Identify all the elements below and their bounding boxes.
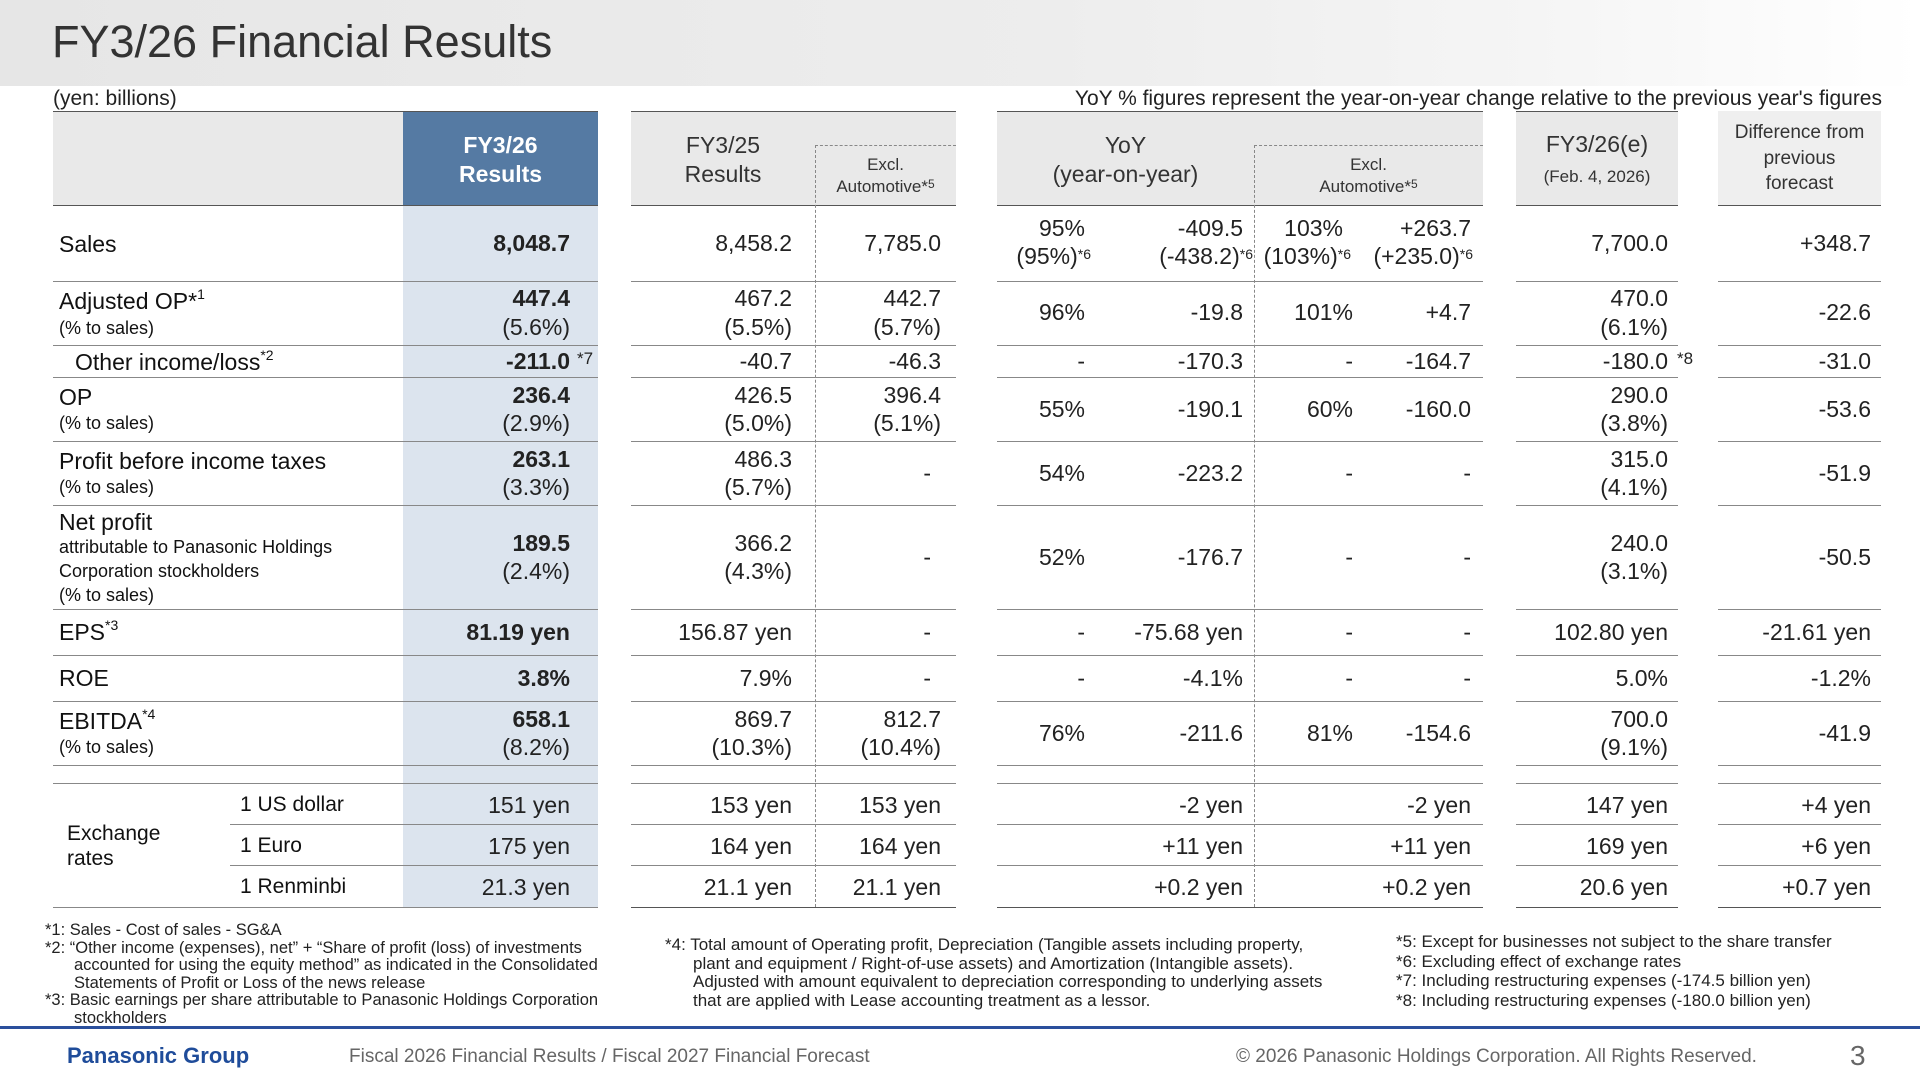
yoy-excl-amt-roe: - bbox=[1463, 665, 1471, 691]
page-title: FY3/26 Financial Results bbox=[52, 16, 553, 67]
diff-usd: +4 yen bbox=[1801, 792, 1871, 818]
forecast-op: 290.0 bbox=[1610, 382, 1668, 408]
yoy-excl-pct-sales-fx: $(103\%)^{*6}$ bbox=[1263, 243, 1351, 269]
fy26-sales: 8,048.7 bbox=[493, 230, 570, 256]
footnote-2a: *2: “Other income (expenses), net” + “Share of profit (loss) of investments bbox=[45, 938, 582, 957]
fy25-header-l1: FY3/25 bbox=[685, 132, 761, 158]
fy26-aop-pct: (5.6%) bbox=[502, 314, 570, 340]
excl-pbt: - bbox=[923, 460, 931, 486]
forecast-rmb: 20.6 yen bbox=[1579, 874, 1668, 900]
fy25-np: 366.2 bbox=[734, 530, 792, 556]
diff-aop: -22.6 bbox=[1818, 299, 1871, 325]
forecast-aop: 470.0 bbox=[1610, 285, 1668, 311]
diff-eur: +6 yen bbox=[1801, 833, 1871, 859]
page-number: 3 bbox=[1850, 1040, 1866, 1071]
footnote-4d: that are applied with Lease accounting treatment as a lessor. bbox=[693, 990, 1151, 1010]
fy25-header-l2: Results bbox=[684, 161, 762, 187]
table-block-forecast bbox=[1516, 111, 1694, 909]
yoy-excl-amt-sales-fx: $(+235.0)^{*6}$ bbox=[1373, 243, 1473, 269]
forecast-np: 240.0 bbox=[1610, 530, 1668, 556]
yoy-excl-pct-roe: - bbox=[1345, 665, 1353, 691]
fx-usd-label: 1 US dollar bbox=[240, 793, 344, 816]
yoy-excl-amt-sales: +263.7 bbox=[1400, 215, 1471, 241]
diff-rmb: +0.7 yen bbox=[1782, 874, 1871, 900]
yoy-excl-amt-pbt: - bbox=[1463, 460, 1471, 486]
fy26-np: 189.5 bbox=[512, 530, 570, 556]
yoy-pct-ebitda: 76% bbox=[1038, 720, 1085, 746]
footnote-5: *5: Except for businesses not subject to the share transfer bbox=[1396, 932, 1832, 951]
fy26-ebitda: 658.1 bbox=[512, 706, 570, 732]
excl-op-pct: (5.1%) bbox=[873, 410, 941, 436]
yoy-excl-amt-eps: - bbox=[1463, 619, 1471, 645]
header-bg bbox=[53, 111, 403, 205]
forecast-other-income: -180.0 bbox=[1602, 348, 1668, 374]
row-label-other-income: Other income/loss$^{*2}$ bbox=[75, 347, 274, 375]
footnote-7: *7: Including restructuring expenses (-174.5 billion yen) bbox=[1396, 971, 1811, 990]
fy25-pbt: 486.3 bbox=[734, 446, 792, 472]
fy25-roe: 7.9% bbox=[739, 665, 792, 691]
diff-header-l3: forecast bbox=[1765, 173, 1834, 194]
table-block-fy25 bbox=[631, 111, 956, 909]
footnotes-right bbox=[1396, 932, 1832, 1010]
excl-op: 396.4 bbox=[883, 382, 941, 408]
yoy-excl-pct-other-income: - bbox=[1345, 348, 1353, 374]
row-label-net-profit: Net profit bbox=[59, 509, 153, 535]
fy26-op-pct: (2.9%) bbox=[502, 410, 570, 436]
yoy-pct-pbt: 54% bbox=[1038, 460, 1085, 486]
yoy-amt-roe: -4.1% bbox=[1182, 665, 1243, 691]
fy25-other-income: -40.7 bbox=[739, 348, 792, 374]
fy26-pbt: 263.1 bbox=[512, 446, 570, 472]
yoy-pct-other-income: - bbox=[1077, 348, 1085, 374]
yoy-excl-header-l1: Excl. bbox=[1350, 155, 1387, 174]
footnotes-middle bbox=[665, 936, 1322, 1010]
excl-other-income: -46.3 bbox=[888, 348, 941, 374]
unit-note: (yen: billions) bbox=[53, 87, 177, 110]
yoy-pct-roe: - bbox=[1077, 665, 1085, 691]
forecast-np-pct: (3.1%) bbox=[1600, 558, 1668, 584]
forecast-eur: 169 yen bbox=[1586, 833, 1668, 859]
footer-divider bbox=[0, 1026, 1920, 1029]
forecast-pbt: 315.0 bbox=[1610, 446, 1668, 472]
yoy-amt-other-income: -170.3 bbox=[1177, 348, 1243, 374]
yoy-excl-pct-aop: 101% bbox=[1294, 299, 1353, 325]
diff-eps: -21.61 yen bbox=[1762, 619, 1871, 645]
excl-ebitda-pct: (10.4%) bbox=[860, 734, 941, 760]
excl-usd: 153 yen bbox=[859, 792, 941, 818]
diff-pbt: -51.9 bbox=[1818, 460, 1871, 486]
fy25-ebitda: 869.7 bbox=[734, 706, 792, 732]
diff-header-l2: previous bbox=[1763, 148, 1836, 169]
yoy-amt-aop: -19.8 bbox=[1190, 299, 1243, 325]
footnote-3a: *3: Basic earnings per share attributable to Panasonic Holdings Corporation bbox=[45, 991, 599, 1009]
fy25-ebitda-pct: (10.3%) bbox=[711, 734, 792, 760]
forecast-pbt-pct: (4.1%) bbox=[1600, 474, 1668, 500]
forecast-op-pct: (3.8%) bbox=[1600, 410, 1668, 436]
footnote-2b: accounted for using the equity method” as indicated in the Consolidated bbox=[74, 956, 598, 974]
table-block-fy26 bbox=[53, 111, 598, 909]
fx-label-1: Exchange bbox=[67, 822, 161, 845]
forecast-header-l2: (Feb. 4, 2026) bbox=[1543, 167, 1651, 186]
fy25-np-pct: (4.3%) bbox=[724, 558, 792, 584]
yoy-amt-pbt: -223.2 bbox=[1177, 460, 1243, 486]
forecast-ebitda: 700.0 bbox=[1610, 706, 1668, 732]
yoy-excl-rmb: +0.2 yen bbox=[1382, 874, 1471, 900]
yoy-pct-aop: 96% bbox=[1038, 299, 1085, 325]
yoy-amt-sales-fx: $(-438.2)^{*6}$ bbox=[1159, 243, 1253, 269]
fy26-eur: 175 yen bbox=[488, 833, 570, 859]
fy25-sales: 8,458.2 bbox=[715, 230, 792, 256]
yoy-pct-op: 55% bbox=[1038, 396, 1085, 422]
yoy-excl-pct-sales: 103% bbox=[1284, 215, 1343, 241]
yoy-excl-eur: +11 yen bbox=[1390, 833, 1471, 859]
footnote-8: *8: Including restructuring expenses (-180.0 billion yen) bbox=[1396, 990, 1811, 1010]
table-block-difference bbox=[1718, 111, 1881, 909]
footnote-3b: stockholders bbox=[74, 1008, 167, 1027]
excl-np: - bbox=[923, 544, 931, 570]
yoy-header-l1: YoY bbox=[1104, 132, 1147, 158]
row-label-roe: ROE bbox=[59, 665, 109, 691]
fy26-np-pct: (2.4%) bbox=[502, 558, 570, 584]
yoy-pct-eps: - bbox=[1077, 619, 1085, 645]
row-label-ebitda: EBITDA$^{*4}$ bbox=[59, 706, 156, 734]
row-sublabel-np-1: attributable to Panasonic Holdings bbox=[59, 537, 333, 557]
yoy-note: YoY % figures represent the year-on-year change relative to the previous year's figures bbox=[1074, 87, 1882, 110]
row-label-sales: Sales bbox=[59, 231, 117, 257]
fx-eur-label: 1 Euro bbox=[240, 834, 302, 857]
fy26-note-7: *7 bbox=[577, 349, 594, 368]
yoy-header-l2: (year-on-year) bbox=[1052, 161, 1199, 187]
yoy-pct-sales-fx: $(95\%)^{*6}$ bbox=[1016, 243, 1091, 269]
table-block-yoy bbox=[997, 111, 1483, 909]
fy25-eur: 164 yen bbox=[710, 833, 792, 859]
fx-label-2: rates bbox=[67, 847, 114, 870]
fy26-other-income: -211.0 bbox=[506, 348, 570, 374]
fy25-rmb: 21.1 yen bbox=[703, 874, 792, 900]
excl-eps: - bbox=[923, 619, 931, 645]
yoy-excl-pct-pbt: - bbox=[1345, 460, 1353, 486]
row-label-pbt: Profit before income taxes bbox=[59, 448, 327, 474]
excl-eur: 164 yen bbox=[859, 833, 941, 859]
row-label-eps: EPS$^{*3}$ bbox=[59, 617, 119, 645]
footnote-6: *6: Excluding effect of exchange rates bbox=[1396, 951, 1682, 971]
fy25-pbt-pct: (5.7%) bbox=[724, 474, 792, 500]
yoy-usd: -2 yen bbox=[1179, 792, 1243, 818]
diff-op: -53.6 bbox=[1818, 396, 1871, 422]
fy26-aop: 447.4 bbox=[512, 285, 570, 311]
fy26-eps: 81.19 yen bbox=[466, 619, 570, 645]
yoy-excl-header-l2: Automotive*$^5$ bbox=[1319, 177, 1418, 196]
fx-rmb-label: 1 Renminbi bbox=[240, 875, 347, 898]
footer-doc-title: Fiscal 2026 Financial Results / Fiscal 2027 Financial Forecast bbox=[349, 1046, 870, 1067]
footer-copyright: © 2026 Panasonic Holdings Corporation. All Rights Reserved. bbox=[1236, 1046, 1757, 1067]
fy26-rmb: 21.3 yen bbox=[481, 874, 570, 900]
footnotes-left bbox=[45, 922, 598, 1027]
yoy-excl-pct-eps: - bbox=[1345, 619, 1353, 645]
diff-ebitda: -41.9 bbox=[1818, 720, 1871, 746]
yoy-excl-pct-ebitda: 81% bbox=[1306, 720, 1353, 746]
fy26-header-l2: Results bbox=[458, 161, 543, 187]
excl-ebitda: 812.7 bbox=[883, 706, 941, 732]
forecast-aop-pct: (6.1%) bbox=[1600, 314, 1668, 340]
excl-aop-pct: (5.7%) bbox=[873, 314, 941, 340]
title-bar bbox=[0, 0, 1920, 86]
yoy-amt-sales: -409.5 bbox=[1177, 215, 1243, 241]
diff-other-income: -31.0 bbox=[1818, 348, 1871, 374]
footnote-4a: *4: Total amount of Operating profit, Depreciation (Tangible assets including property, bbox=[665, 935, 1304, 954]
excl-roe: - bbox=[923, 665, 931, 691]
yoy-eur: +11 yen bbox=[1162, 833, 1243, 859]
row-sublabel-aop: (% to sales) bbox=[59, 318, 155, 338]
footnote-1: *1: Sales - Cost of sales - SG&A bbox=[45, 921, 282, 939]
forecast-sales: 7,700.0 bbox=[1591, 230, 1668, 256]
forecast-usd: 147 yen bbox=[1586, 792, 1668, 818]
row-label-aop: Adjusted OP*$^1$ bbox=[59, 286, 205, 314]
excl-rmb: 21.1 yen bbox=[852, 874, 941, 900]
panasonic-logo: Panasonic Group bbox=[67, 1043, 250, 1068]
row-label-op: OP bbox=[59, 384, 93, 410]
fy26-usd: 151 yen bbox=[488, 792, 570, 818]
yoy-excl-amt-op: -160.0 bbox=[1405, 396, 1471, 422]
yoy-pct-sales: 95% bbox=[1038, 215, 1085, 241]
fy25-eps: 156.87 yen bbox=[678, 619, 792, 645]
fy25-op-pct: (5.0%) bbox=[724, 410, 792, 436]
fy25-usd: 153 yen bbox=[710, 792, 792, 818]
fy26-roe: 3.8% bbox=[517, 665, 570, 691]
row-sublabel-op: (% to sales) bbox=[59, 413, 155, 433]
diff-sales: +348.7 bbox=[1800, 230, 1871, 256]
yoy-pct-np: 52% bbox=[1038, 544, 1085, 570]
fy25-aop-pct: (5.5%) bbox=[724, 314, 792, 340]
fy26-header-l1: FY3/26 bbox=[463, 132, 538, 158]
yoy-amt-eps: -75.68 yen bbox=[1134, 619, 1243, 645]
fy26-op: 236.4 bbox=[512, 382, 570, 408]
forecast-header-l1: FY3/26(e) bbox=[1545, 131, 1649, 157]
footnote-4b: plant and equipment / Right-of-use assets) and Amortization (Intangible assets). bbox=[693, 953, 1294, 973]
yoy-excl-usd: -2 yen bbox=[1407, 792, 1471, 818]
row-sublabel-np-3: (% to sales) bbox=[59, 585, 155, 605]
yoy-amt-ebitda: -211.6 bbox=[1179, 720, 1243, 746]
yoy-amt-np: -176.7 bbox=[1177, 544, 1243, 570]
yoy-excl-pct-np: - bbox=[1345, 544, 1353, 570]
yoy-amt-op: -190.1 bbox=[1177, 396, 1243, 422]
fy25-op: 426.5 bbox=[734, 382, 792, 408]
diff-np: -50.5 bbox=[1818, 544, 1871, 570]
yoy-rmb: +0.2 yen bbox=[1154, 874, 1243, 900]
excl-header-l1: Excl. bbox=[867, 155, 904, 174]
footnote-2c: Statements of Profit or Loss of the news release bbox=[74, 973, 426, 992]
row-sublabel-np-2: Corporation stockholders bbox=[59, 561, 260, 581]
excl-header-l2: Automotive*$^5$ bbox=[836, 177, 935, 196]
yoy-excl-amt-np: - bbox=[1463, 544, 1471, 570]
forecast-ebitda-pct: (9.1%) bbox=[1600, 734, 1668, 760]
yoy-excl-amt-ebitda: -154.6 bbox=[1405, 720, 1471, 746]
row-sublabel-ebitda: (% to sales) bbox=[59, 737, 155, 757]
row-sublabel-pbt: (% to sales) bbox=[59, 477, 155, 497]
excl-sales: 7,785.0 bbox=[864, 230, 941, 256]
yoy-excl-pct-op: 60% bbox=[1306, 396, 1353, 422]
forecast-eps: 102.80 yen bbox=[1554, 619, 1668, 645]
excl-aop: 442.7 bbox=[883, 285, 941, 311]
yoy-excl-amt-other-income: -164.7 bbox=[1405, 348, 1471, 374]
diff-roe: -1.2% bbox=[1810, 665, 1871, 691]
fy26-ebitda-pct: (8.2%) bbox=[502, 734, 570, 760]
forecast-note-8: *8 bbox=[1677, 349, 1694, 368]
forecast-roe: 5.0% bbox=[1615, 665, 1668, 691]
yoy-excl-amt-aop: +4.7 bbox=[1425, 299, 1471, 325]
fy26-header bbox=[403, 111, 598, 205]
fy25-aop: 467.2 bbox=[734, 285, 792, 311]
footnote-4c: Adjusted with amount equivalent to depreciation corresponding to underlying assets bbox=[693, 972, 1323, 991]
fy26-pbt-pct: (3.3%) bbox=[502, 474, 570, 500]
diff-header-l1: Difference from bbox=[1734, 122, 1865, 143]
